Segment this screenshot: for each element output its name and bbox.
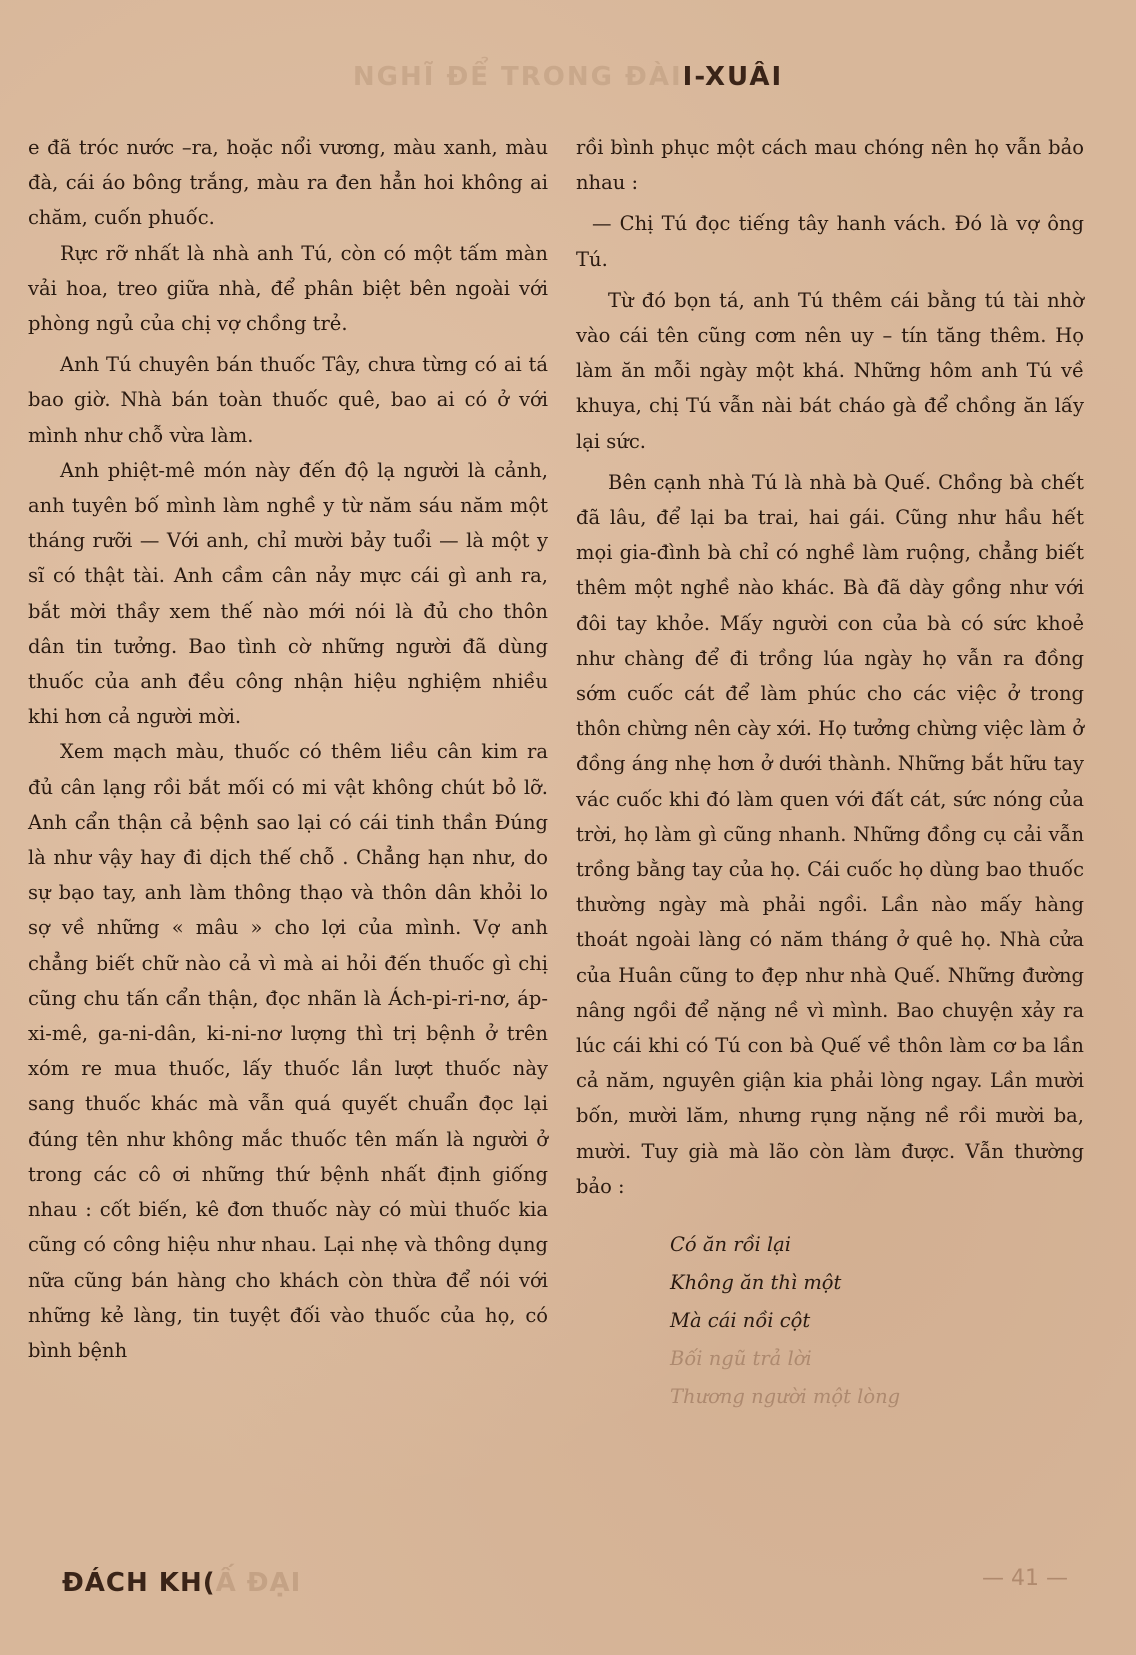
left-paragraph-1: e đã tróc nước –ra, hoặc nổi vương, màu xanh, màu đà, cái áo bông trắng, màu ra đen hẳn hoi không ai chăm, cuốn phuốc. — [28, 136, 548, 230]
running-head-faded: NGHĨ ĐỂ TRONG ĐÀI — [352, 62, 683, 92]
right-paragraph-3: Từ đó bọn tá, anh Tú thêm cái bằng tú tài nhờ vào cái tên cũng cơm nên uy – tín tăng thêm. Họ làm ăn mỗi ngày một khá. Những hôm anh Tú về khuya, chị Tú vẫn nài bát cháo gà để chồng ăn lấy lại sức. — [576, 288, 1084, 453]
left-paragraph-3: Anh Tú chuyên bán thuốc Tây, chưa từng có ai tá bao giờ. Nhà bán toàn thuốc quê, bao ai có ở với mình như chỗ vừa làm. — [28, 353, 548, 447]
poem-line-5: Thương người một lòng — [670, 1385, 901, 1409]
page-number: — 41 — — [982, 1566, 1068, 1591]
right-paragraph-4: Bên cạnh nhà Tú là nhà bà Quế. Chồng bà chết đã lâu, để lại ba trai, hai gái. Cũng như hầu hết mọi gia-đình bà chỉ có nghề làm ruộng, chẳng biết thêm một nghề nào khác. Bà đã dày gồng như với đôi tay khỏe. Mấy người con của bà có sức khoẻ như chàng để đi trồng lúa ngày họ vẫn ra đồng sớm cuốc cát để làm phúc cho các việc ở trong thôn chừng nên cày xới. Họ tưởng chừng việc làm ở đồng áng nhẹ hơn ở dưới thành. Những bắt hữu tay vác cuốc khi đó làm quen với đất cát, sức nóng của trời, họ làm gì cũng nhanh. Những đồng cụ cải vẫn trồng bằng tay của họ. Cái cuốc họ dùng bao thuốc thường ngày mà phải ngồi. Lần nào mấy hàng thoát ngoài làng có năm tháng ở quê họ. Nhà cửa của Huân cũng to đẹp như nhà Quế. Những đường nâng ngồi để nặng nề vì mình. Bao chuyện xảy ra lúc cái khi có Tú con bà Quế về thôn làm cơ ba lần cả năm, nguyên giận kia phải lòng ngay. Lần mười bốn, mười lăm, nhưng rụng nặng nề rồi mười ba, mười. Tuy già mà lão còn làm được. Vẫn thường bảo : — [576, 470, 1084, 1198]
footer-left-text: ĐÁCH KH( — [62, 1568, 216, 1598]
left-column — [28, 130, 548, 1368]
poem-line-1: Có ăn rồi lại — [670, 1233, 792, 1257]
footer-left-faded: Ấ ĐẠI — [215, 1568, 302, 1598]
right-column — [576, 130, 1084, 1416]
right-paragraph-1: rồi bình phục một cách mau chóng nên họ vẫn bảo nhau : — [576, 136, 1084, 195]
left-paragraph-2: Rực rỡ nhất là nhà anh Tú, còn có một tấm màn vải hoa, treo giữa nhà, để phân biệt bên ngoài với phòng ngủ của chị vợ chồng trẻ. — [28, 241, 548, 336]
running-head-title: I-XUÂI — [682, 62, 784, 92]
running-head — [0, 62, 1136, 92]
left-paragraph-5: Xem mạch màu, thuốc có thêm liều cân kim ra đủ cân lạng rồi bắt mối có mi vật không chút bỏ lỡ. Anh cẩn thận cả bệnh sao lại có cái tinh thần Đúng là như vậy hay đi dịch thế chỗ . Chẳng hạn như, do sự bạo tay, anh làm thông thạo và thôn dân khỏi lo sợ về những « mâu » cho lợi của mình. Vợ anh chẳng biết chữ nào cả vì mà ai hỏi đến thuốc gì chị cũng chu tấn cẩn thận, đọc nhãn là Ách-pi-ri-nơ, áp-xi-mê, ga-ni-dân, ki-ni-nơ lượng thì trị bệnh ở trên xóm re mua thuốc, lấy thuốc lần lượt thuốc này sang thuốc khác mà vẫn quá quyết chuẩn đọc lại đúng tên như không mắc thuốc tên mấn là người ở trong các cô ơi những thứ bệnh nhất định giống nhau : cốt biến, kê đơn thuốc này có mùi thuốc kia cũng có công hiệu như nhau. Lại nhẹ và thông dụng nữa cũng bán hàng cho khách còn thừa để nói với những kẻ làng, tin tuyệt đối vào thuốc của họ, có bình bệnh — [28, 740, 548, 1362]
poem-line-2: Không ăn thì một — [670, 1271, 842, 1295]
left-paragraph-4: Anh phiệt-mê món này đến độ lạ người là cảnh, anh tuyên bố mình làm nghề y từ năm sáu năm một tháng rưỡi — Với anh, chỉ mười bảy tuổi — là một y sĩ có thật tài. Anh cầm cân nảy mực cái gì anh ra, bắt mời thầy xem thế nào mới nói là đủ cho thôn dân tin tưởng. Bao tình cờ những người đã dùng thuốc của anh đều công nhận hiệu nghiệm nhiều khi hơn cả người mời. — [28, 458, 548, 729]
poem-block — [576, 1226, 1084, 1416]
poem-line-4: Bối ngũ trả lời — [670, 1347, 812, 1371]
right-paragraph-2: — Chị Tú đọc tiếng tây hanh vách. Đó là vợ ông Tú. — [576, 212, 1084, 271]
footer-magazine-name — [62, 1568, 301, 1598]
poem-line-3: Mà cái nồi cột — [670, 1309, 811, 1333]
